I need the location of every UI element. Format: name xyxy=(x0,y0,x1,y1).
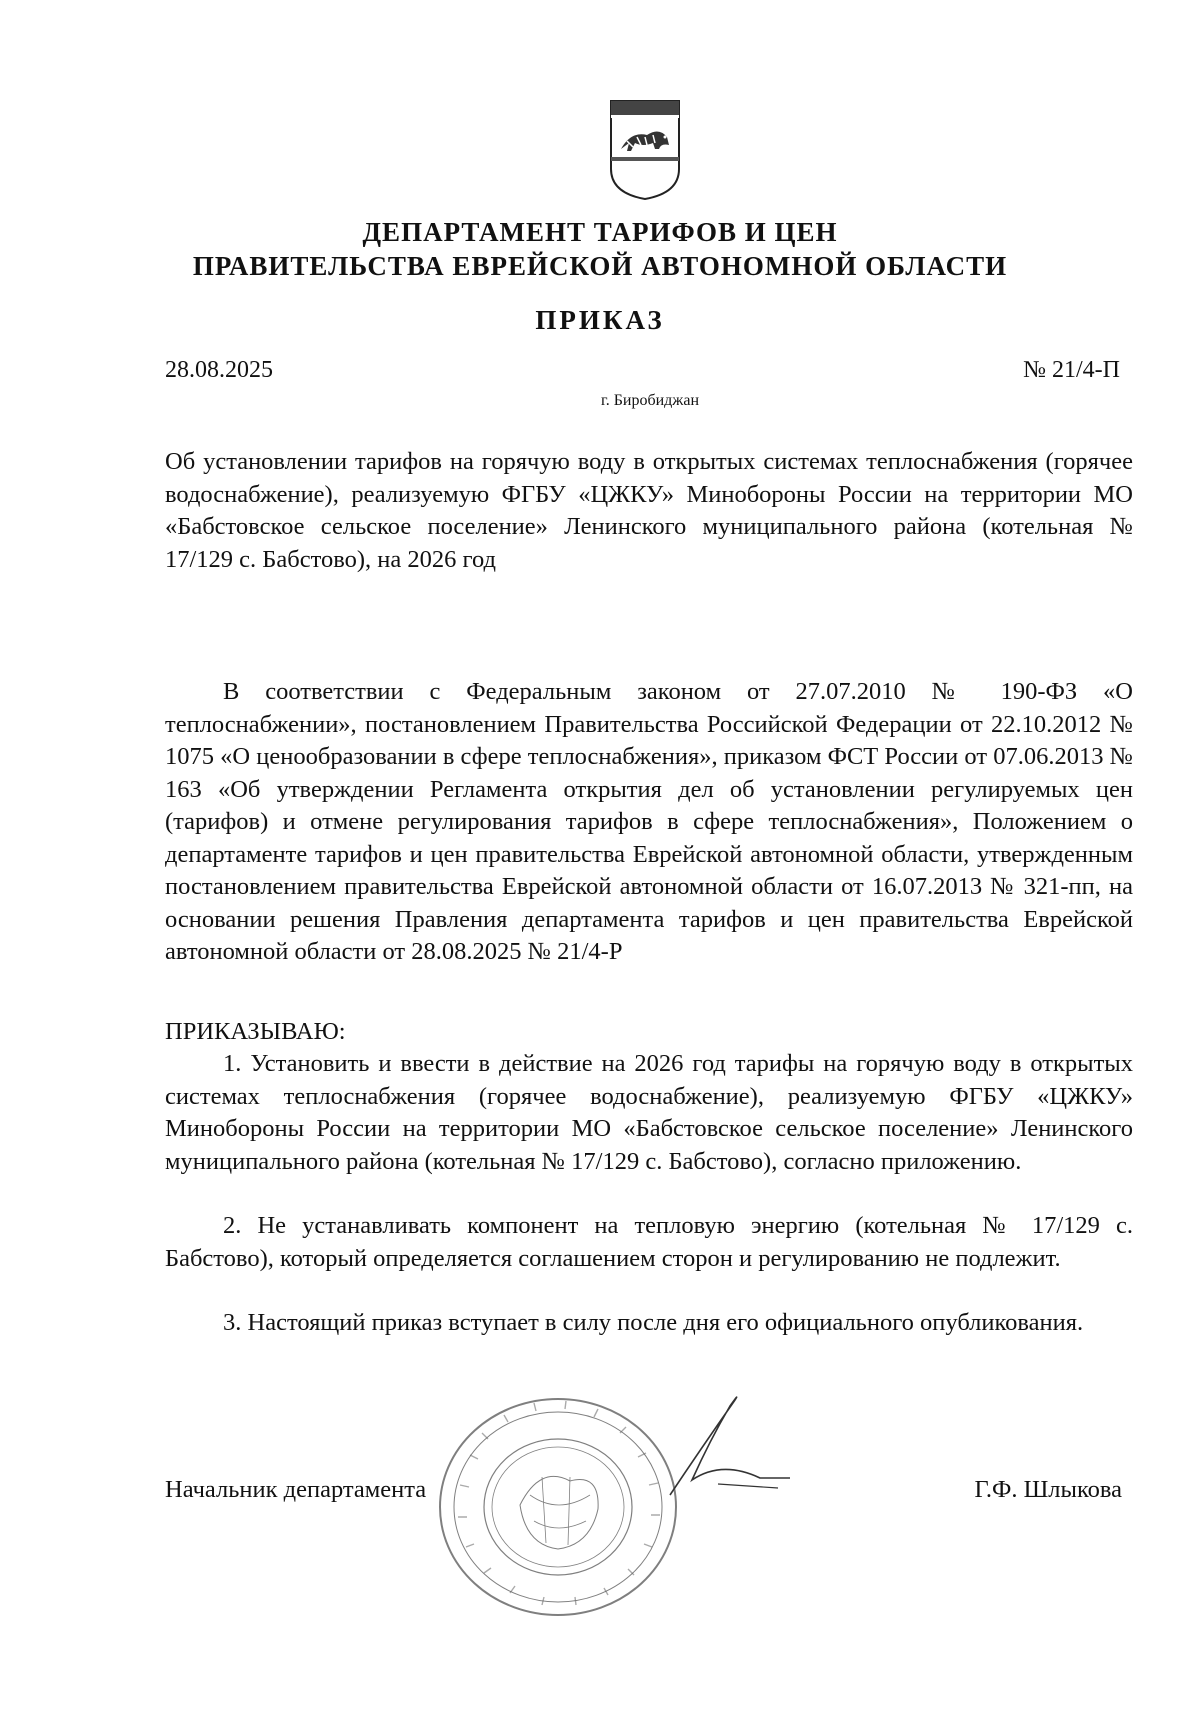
document-number: № 21/4-П xyxy=(1023,357,1120,383)
coat-of-arms-icon xyxy=(607,97,683,201)
order-item-2: 2. Не устанавливать компонент на тепловую энергию (котельная № 17/129 с. Бабстово), который определяется соглашением сторон и регулированию не подлежит. xyxy=(165,1212,1133,1272)
legal-basis-paragraph: В соответствии с Федеральным законом от 27.07.2010 № 190-ФЗ «О теплоснабжении», постановлением Правительства Российской Федерации от 22.10.2012 № 1075 «О ценообразовании в сфере теплоснабжения», приказом ФСТ России от 07.06.2013 № 163 «Об утверждении Регламента открытия дел об установлении регулируемых цен (тарифов) и отмене регулирования тарифов в сфере теплоснабжения», Положением о департаменте тарифов и цен правительства Еврейской автономной области, утвержденным постановлением правительства Еврейской автономной области от 16.07.2013 № 321-пп, на основании решения Правления департамента тарифов и цен правительства Еврейской автономной области от 28.08.2025 № 21/4-Р xyxy=(165,678,1133,965)
department-name-line1: ДЕПАРТАМЕНТ ТАРИФОВ И ЦЕН xyxy=(362,217,838,247)
department-name-line2: ПРАВИТЕЛЬСТВА ЕВРЕЙСКОЙ АВТОНОМНОЙ ОБЛАСТИ xyxy=(192,251,1008,281)
document-city: г. Биробиджан xyxy=(600,392,700,409)
handwritten-signature-icon xyxy=(640,1380,850,1510)
order-word: ПРИКАЗЫВАЮ: xyxy=(165,1018,346,1045)
document-subject: Об установлении тарифов на горячую воду в открытых системах теплоснабжения (горячее водоснабжение), реализуемую ФГБУ «ЦЖКУ» Минобороны России на территории МО «Бабстовское сельское поселение» Ленинского муниципального района (котельная № 17/129 с. Бабстово), на 2026 год xyxy=(165,448,1133,573)
signer-position: Начальник департамента xyxy=(165,1476,427,1503)
document-type-title: ПРИКАЗ xyxy=(535,305,665,335)
order-item-1: 1. Установить и ввести в действие на 2026 год тарифы на горячую воду в открытых системах теплоснабжения (горячее водоснабжение), реализуемую ФГБУ «ЦЖКУ» Минобороны России на территории МО «Бабстовское сельское поселение» Ленинского муниципального района (котельная № 17/129 с. Бабстово), согласно приложению. xyxy=(165,1050,1133,1175)
signer-name: Г.Ф. Шлыкова xyxy=(974,1476,1122,1503)
order-item-3: 3. Настоящий приказ вступает в силу после дня его официального опубликования. xyxy=(223,1309,1084,1336)
document-date: 28.08.2025 xyxy=(165,357,273,383)
